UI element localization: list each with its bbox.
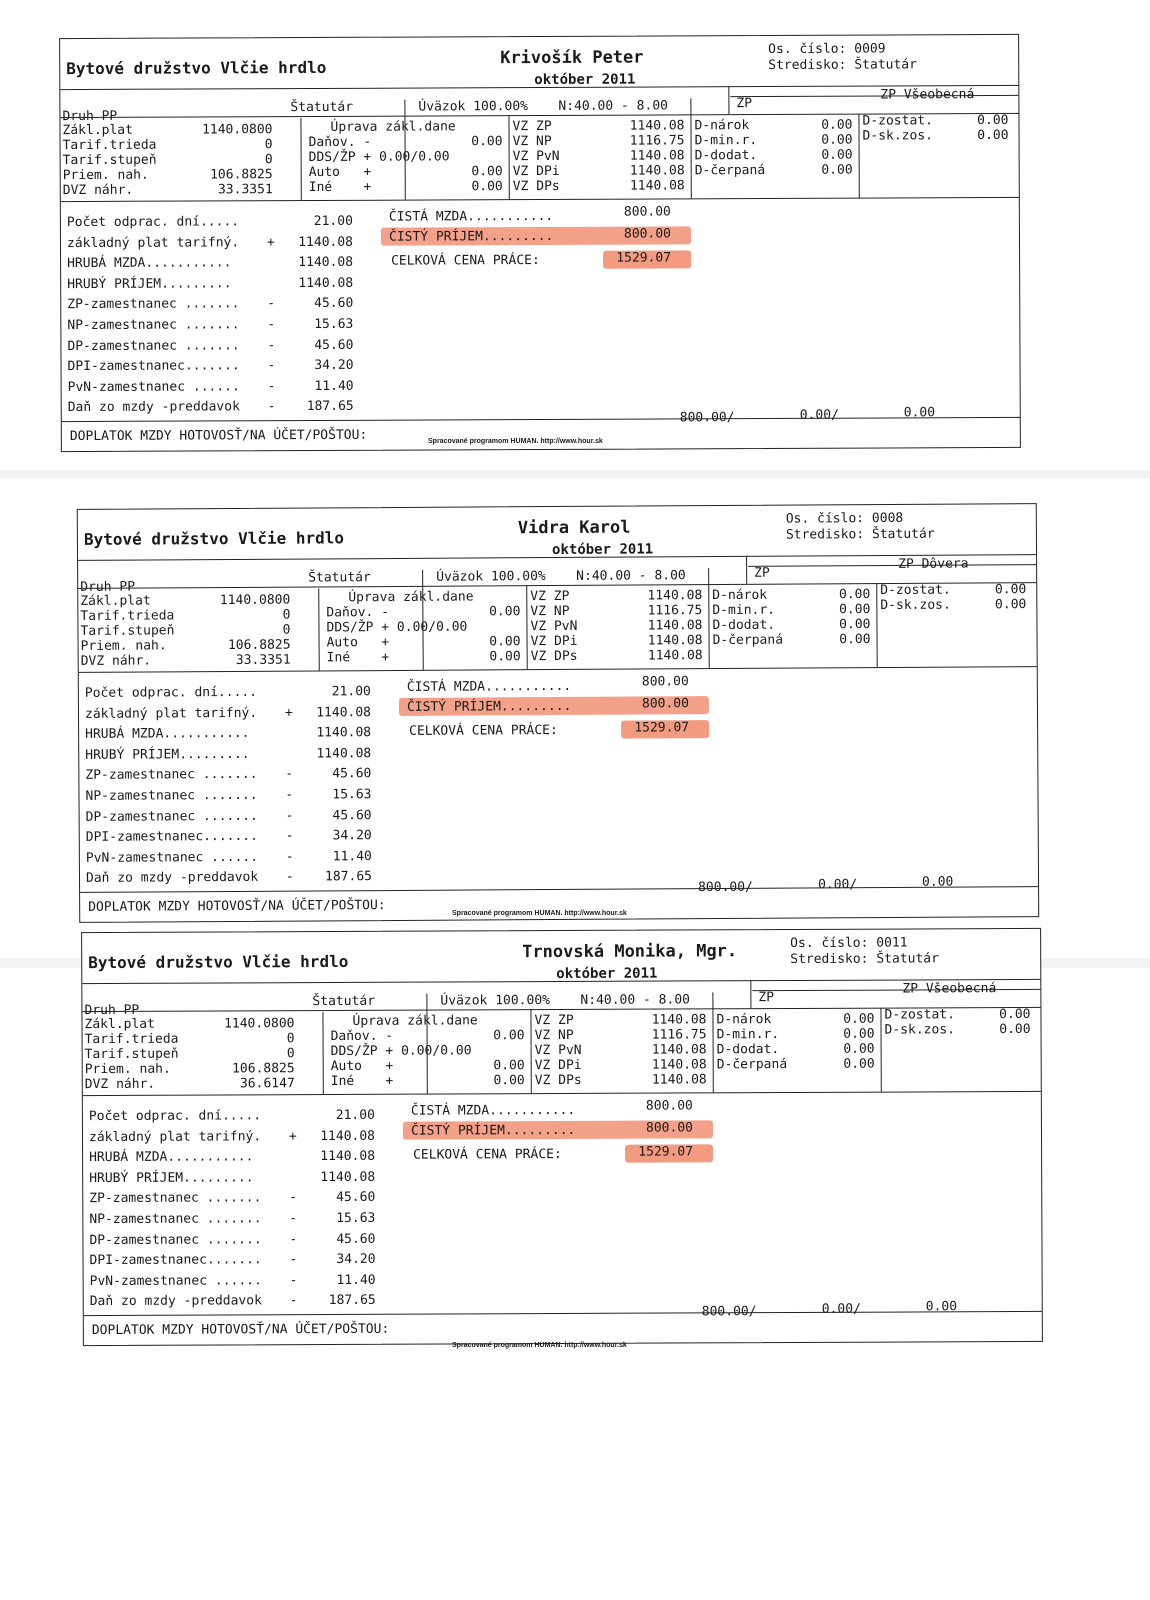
payroll-item-sign: + (284, 705, 293, 721)
personal-number: Os. číslo: 0009 (768, 41, 886, 58)
vacation-balance-row-value: 0.00 (994, 582, 1027, 598)
tax-adjust-row-value: 0.00 (489, 634, 521, 650)
total-post: 0.00 (925, 1299, 958, 1315)
base-pay-row-label: Tarif.trieda (84, 1031, 179, 1048)
assessment-base-row-label: VZ ZP (512, 118, 552, 135)
base-pay-row-value: 1140.0800 (219, 592, 291, 609)
vacation-row-value: 0.00 (821, 132, 853, 148)
zp-label: ZP (754, 565, 770, 581)
net-income-label: ČISTÝ PRÍJEM......... (410, 1122, 576, 1139)
workload-label: Úväzok 100.00% (440, 993, 551, 1009)
total-account: 0.00/ (799, 407, 839, 423)
total-labor-cost-label: CELKOVÁ CENA PRÁCE: (409, 723, 558, 739)
payslip (77, 503, 1040, 923)
vacation-row-label: D-min.r. (716, 1027, 780, 1043)
insurance-name: ZP Všeobecná (902, 981, 997, 997)
payroll-item-sign: - (289, 1272, 298, 1288)
tax-adjust-row-label: Auto + (326, 635, 390, 651)
vacation-row-value: 0.00 (839, 632, 871, 648)
vacation-balance-row-label: D-sk.zos. (880, 597, 951, 614)
function-label: Štatutár (308, 570, 371, 586)
payroll-item-label: NP-zamestnanec ....... (89, 1211, 262, 1228)
base-pay-row-label: Tarif.stupeň (84, 1046, 179, 1063)
employee-name: Trnovská Monika, Mgr. (522, 941, 738, 963)
payroll-item-value: 34.20 (332, 828, 372, 844)
base-pay-row-value: 1140.0800 (224, 1016, 295, 1032)
tax-adjust-row-value: 0.00 (489, 649, 521, 665)
vacation-row-label: D-dodat. (712, 617, 776, 634)
payroll-item-sign: - (267, 399, 276, 415)
tax-adjust-row-label: Iné + (308, 179, 372, 196)
assessment-base-row-label: VZ NP (534, 1027, 574, 1044)
payroll-item-sign: - (267, 296, 276, 312)
vacation-row-label: D-min.r. (712, 602, 776, 619)
function-label: Štatutár (312, 993, 376, 1010)
payroll-item-value: 11.40 (314, 378, 354, 394)
payroll-item-value: 15.63 (332, 787, 372, 803)
payroll-item-label: DPI-zamestnanec....... (89, 1252, 262, 1269)
payroll-item-label: PvN-zamestnanec ...... (67, 379, 240, 395)
base-pay-row-value: 106.8825 (227, 637, 291, 654)
payroll-item-label: DPI-zamestnanec....... (85, 829, 258, 846)
vacation-balance-row-value: 0.00 (977, 112, 1009, 129)
base-pay-row-value: 36.6147 (239, 1076, 295, 1092)
payroll-item-value: 34.20 (314, 358, 354, 374)
tax-adjust-row-value: 0.00 (493, 1073, 525, 1089)
vacation-row-value: 0.00 (821, 147, 853, 163)
vacation-balance-row-label: D-zostat. (880, 582, 951, 599)
assessment-base-row-value: 1140.08 (629, 178, 685, 194)
organization-name: Bytové družstvo Vlčie hrdlo (83, 528, 345, 549)
payroll-item-value: 1140.08 (298, 275, 354, 291)
assessment-base-row-label: VZ NP (512, 133, 552, 150)
payroll-item-value: 45.60 (336, 1231, 376, 1247)
base-pay-row-value: 0 (282, 607, 291, 623)
base-pay-row-value: 0 (282, 622, 291, 638)
net-income-value: 800.00 (645, 1120, 693, 1136)
payroll-item-sign: - (289, 1231, 298, 1247)
payroll-item-label: základný plat tarifný. (84, 705, 258, 722)
zp-label: ZP (736, 96, 753, 112)
vacation-row-label: D-dodat. (694, 148, 758, 164)
software-footer: Spracované programom HUMAN. http://www.hour.sk (428, 438, 603, 445)
assessment-base-row-label: VZ PvN (512, 148, 560, 165)
payroll-item-sign: - (267, 317, 276, 333)
base-pay-row-label: Tarif.trieda (62, 137, 157, 154)
payroll-item-value: 1140.08 (298, 255, 354, 271)
payroll-item-label: základný plat tarifný. (66, 234, 240, 251)
payroll-item-label: PvN-zamestnanec ...... (85, 849, 259, 866)
tax-adjust-row-value: 0.00 (489, 604, 521, 620)
base-pay-row-label: Priem. nah. (84, 1061, 171, 1078)
vacation-row-value: 0.00 (843, 1056, 875, 1072)
base-pay-row-label: Priem. nah. (80, 638, 167, 654)
vacation-balance-row-label: D-zostat. (884, 1007, 955, 1023)
assessment-base-row-label: VZ DPs (512, 178, 560, 195)
payroll-item-value: 11.40 (332, 848, 372, 865)
assessment-base-row-value: 1140.08 (629, 148, 685, 164)
payroll-item-sign: - (285, 767, 294, 783)
total-account: 0.00/ (818, 877, 858, 893)
assessment-base-row-label: VZ ZP (530, 588, 570, 605)
vacation-row-label: D-dodat. (716, 1042, 780, 1058)
base-pay-row-value: 106.8825 (232, 1061, 295, 1077)
organization-name: Bytové družstvo Vlčie hrdlo (88, 951, 349, 973)
payroll-item-value: 1140.08 (316, 704, 372, 721)
assessment-base-row-label: VZ PvN (530, 618, 578, 635)
payroll-item-label: DP-zamestnanec ....... (85, 808, 258, 825)
assessment-base-row-label: VZ DPi (530, 633, 578, 650)
payroll-item-value: 11.40 (336, 1272, 376, 1288)
employee-name: Krivošík Peter (500, 47, 644, 69)
vacation-balance-row-label: D-zostat. (862, 113, 933, 129)
tax-adjust-row-value: 0.00 (471, 179, 503, 195)
assessment-base-row-value: 1116.75 (647, 603, 703, 619)
payroll-item-value: 45.60 (336, 1190, 376, 1206)
payroll-item-label: Počet odprac. dní..... (88, 1108, 262, 1125)
druh-pp-label: Druh PP (62, 108, 118, 125)
payroll-item-sign: - (285, 870, 294, 886)
payroll-item-sign: - (289, 1211, 298, 1227)
payroll-item-sign: - (267, 358, 276, 374)
net-wage-value: 800.00 (623, 204, 671, 220)
base-pay-row-label: Tarif.stupeň (80, 623, 175, 639)
hours-label: N:40.00 - 8.00 (580, 992, 691, 1008)
vacation-row-label: D-čerpaná (716, 1057, 788, 1073)
payroll-item-value: 45.60 (314, 296, 354, 312)
vacation-balance-row-value: 0.00 (999, 1021, 1031, 1038)
payroll-item-sign: + (266, 234, 275, 250)
payroll-item-value: 1140.08 (316, 725, 372, 741)
payroll-item-value: 34.20 (336, 1252, 376, 1268)
vacation-balance-row-value: 0.00 (977, 127, 1009, 144)
payroll-item-label: Počet odprac. dní..... (84, 684, 258, 701)
net-wage-label: ČISTÁ MZDA........... (406, 678, 572, 695)
assessment-base-row-label: VZ PvN (534, 1042, 582, 1059)
net-income-label: ČISTÝ PRÍJEM......... (406, 698, 572, 715)
assessment-base-row-value: 1140.08 (647, 633, 703, 649)
base-pay-row-value: 106.8825 (210, 167, 273, 183)
payroll-item-value: 15.63 (336, 1210, 376, 1226)
net-wage-value: 800.00 (645, 1098, 693, 1114)
payroll-item-value: 21.00 (313, 213, 353, 229)
vacation-row-label: D-čerpaná (712, 632, 784, 649)
assessment-base-row-label: VZ DPs (530, 648, 578, 665)
payroll-item-label: ZP-zamestnanec ....... (67, 296, 240, 313)
payroll-item-sign: - (267, 337, 276, 353)
payroll-item-sign: - (267, 378, 276, 394)
tax-adjust-row-value: 0.00 (471, 164, 503, 180)
cost-center: Stredisko: Štatutár (768, 57, 917, 74)
payroll-item-value: 1140.08 (298, 234, 354, 250)
payroll-item-value: 15.63 (314, 316, 354, 332)
payroll-item-sign: - (285, 849, 294, 865)
payroll-item-value: 45.60 (332, 766, 372, 782)
payroll-item-label: HRUBÁ MZDA........... (85, 726, 250, 743)
payslip (59, 34, 1021, 452)
vacation-row-label: D-nárok (694, 118, 750, 134)
total-labor-cost-value: 1529.07 (616, 250, 672, 266)
zp-label: ZP (758, 990, 775, 1006)
base-pay-row-value: 0 (286, 1046, 295, 1062)
total-labor-cost-label: CELKOVÁ CENA PRÁCE: (391, 253, 540, 269)
payslip (81, 928, 1043, 1346)
vacation-row-value: 0.00 (843, 1011, 875, 1027)
payroll-item-value: 45.60 (332, 807, 372, 823)
tax-adjust-row-value: 0.00 (493, 1028, 525, 1044)
payroll-item-label: PvN-zamestnanec ...... (89, 1273, 262, 1289)
net-income-value: 800.00 (641, 696, 689, 712)
tax-adjust-row-value: 0.00 (471, 134, 503, 150)
payroll-item-label: HRUBÁ MZDA........... (67, 255, 232, 272)
vacation-balance-row-label: D-sk.zos. (862, 128, 934, 144)
payroll-item-sign: - (285, 828, 294, 844)
vacation-row-value: 0.00 (843, 1041, 875, 1057)
tax-adjust-row-label: Daňov. - (326, 605, 390, 621)
payroll-item-sign: - (285, 787, 294, 803)
total-paid: 800.00/ (701, 1304, 757, 1320)
base-pay-row-value: 0 (264, 152, 273, 168)
hours-label: N:40.00 - 8.00 (576, 568, 686, 584)
assessment-base-row-value: 1140.08 (651, 1072, 707, 1088)
payroll-item-label: NP-zamestnanec ....... (85, 787, 258, 804)
payroll-item-sign: - (289, 1293, 298, 1309)
net-wage-label: ČISTÁ MZDA........... (410, 1102, 576, 1119)
assessment-base-row-value: 1140.08 (651, 1012, 707, 1028)
payroll-item-value: 1140.08 (320, 1128, 376, 1144)
assessment-base-row-value: 1140.08 (647, 648, 703, 664)
tax-adjust-row-label: Daňov. - (308, 134, 372, 151)
assessment-base-row-value: 1140.08 (629, 118, 685, 134)
vacation-balance-row-value: 0.00 (999, 1006, 1031, 1023)
cost-center: Stredisko: Štatutár (790, 951, 939, 968)
tax-adjust-row-label: DDS/ŽP + 0.00/0.00 (330, 1043, 472, 1060)
payroll-item-label: Počet odprac. dní..... (66, 214, 240, 231)
net-wage-label: ČISTÁ MZDA........... (388, 208, 554, 225)
tax-adjust-row-label: Iné + (330, 1073, 394, 1090)
total-labor-cost-value: 1529.07 (638, 1144, 694, 1160)
payment-method-label: DOPLATOK MZDY HOTOVOSŤ/NA ÚČET/POŠTOU: (69, 427, 368, 445)
month-label: október 2011 (534, 71, 636, 89)
insurance-name: ZP Všeobecná (880, 87, 975, 103)
base-pay-row-label: Zákl.plat (84, 1016, 155, 1033)
assessment-base-row-value: 1140.08 (651, 1042, 707, 1058)
employee-name: Vidra Karol (517, 517, 631, 539)
insurance-name: ZP Dôvera (898, 556, 969, 572)
payroll-item-label: Daň zo mzdy -preddavok (85, 870, 259, 887)
assessment-base-row-label: VZ NP (530, 603, 570, 620)
payroll-item-label: DPI-zamestnanec....... (67, 358, 240, 375)
assessment-base-row-value: 1140.08 (629, 163, 685, 179)
workload-label: Úväzok 100.00% (418, 99, 529, 115)
payroll-item-value: 187.65 (306, 399, 354, 415)
vacation-row-label: D-nárok (712, 587, 768, 604)
base-pay-row-label: DVZ náhr. (62, 182, 134, 199)
total-labor-cost-value: 1529.07 (634, 720, 690, 736)
payroll-item-label: DP-zamestnanec ....... (67, 337, 240, 354)
month-label: október 2011 (556, 965, 658, 983)
vacation-balance-row-label: D-sk.zos. (884, 1022, 956, 1038)
payroll-item-value: 21.00 (331, 684, 371, 700)
payroll-item-label: základný plat tarifný. (88, 1128, 262, 1145)
vacation-row-value: 0.00 (821, 162, 853, 178)
base-pay-row-value: 1140.0800 (202, 122, 273, 138)
software-footer: Spracované programom HUMAN. http://www.hour.sk (452, 1342, 627, 1349)
payroll-item-value: 45.60 (314, 337, 354, 353)
base-pay-row-label: Tarif.stupeň (62, 152, 157, 169)
month-label: október 2011 (551, 541, 654, 559)
vacation-row-label: D-min.r. (694, 133, 758, 149)
payroll-item-sign: - (289, 1190, 298, 1206)
cost-center: Stredisko: Štatutár (785, 526, 935, 543)
tax-adjust-row-label: Auto + (330, 1058, 394, 1075)
total-paid: 800.00/ (679, 410, 735, 426)
vacation-row-label: D-nárok (716, 1012, 772, 1028)
assessment-base-row-value: 1116.75 (629, 133, 685, 149)
net-wage-value: 800.00 (641, 674, 689, 690)
total-labor-cost-label: CELKOVÁ CENA PRÁCE: (413, 1147, 562, 1163)
total-paid: 800.00/ (698, 879, 753, 896)
base-pay-row-value: 33.3351 (235, 652, 291, 668)
total-post: 0.00 (921, 874, 954, 890)
payroll-item-label: HRUBÝ PRÍJEM......... (89, 1170, 254, 1186)
net-income-label: ČISTÝ PRÍJEM......... (388, 228, 554, 245)
assessment-base-row-label: VZ DPs (534, 1072, 582, 1089)
payment-method-label: DOPLATOK MZDY HOTOVOSŤ/NA ÚČET/POŠTOU: (88, 898, 386, 915)
organization-name: Bytové družstvo Vlčie hrdlo (66, 57, 327, 79)
tax-adjust-row-label: DDS/ŽP + 0.00/0.00 (326, 619, 468, 636)
software-footer: Spracované programom HUMAN. http://www.hour.sk (452, 910, 627, 917)
druh-pp-label: Druh PP (84, 1002, 140, 1019)
payroll-item-label: DP-zamestnanec ....... (89, 1231, 262, 1248)
base-pay-row-label: Zákl.plat (62, 122, 133, 139)
payroll-item-value: 1140.08 (320, 1149, 376, 1165)
tax-adjust-header: Úprava zákl.dane (330, 119, 456, 135)
hours-label: N:40.00 - 8.00 (558, 98, 669, 114)
total-post: 0.00 (903, 405, 936, 421)
assessment-base-row-label: VZ ZP (534, 1012, 574, 1029)
vacation-row-value: 0.00 (839, 617, 871, 633)
payroll-item-label: NP-zamestnanec ....... (67, 317, 240, 334)
tax-adjust-header: Úprava zákl.dane (352, 1013, 478, 1029)
payroll-item-label: HRUBÁ MZDA........... (89, 1149, 254, 1166)
assessment-base-row-label: VZ DPi (512, 163, 560, 180)
function-label: Štatutár (290, 99, 354, 116)
vacation-row-value: 0.00 (843, 1026, 875, 1042)
payroll-item-sign: - (289, 1252, 298, 1268)
druh-pp-label: Druh PP (80, 579, 136, 595)
base-pay-row-value: 33.3351 (217, 182, 273, 198)
vacation-balance-row-value: 0.00 (994, 597, 1027, 613)
total-account: 0.00/ (821, 1301, 861, 1317)
assessment-base-row-value: 1140.08 (651, 1057, 707, 1073)
payroll-item-label: Daň zo mzdy -preddavok (89, 1293, 262, 1310)
tax-adjust-row-label: Daňov. - (330, 1028, 394, 1045)
assessment-base-row-value: 1140.08 (647, 588, 703, 604)
payroll-item-label: ZP-zamestnanec ....... (85, 767, 258, 784)
payroll-item-value: 187.65 (324, 869, 373, 885)
base-pay-row-label: Tarif.trieda (80, 608, 175, 624)
payroll-item-label: HRUBÝ PRÍJEM......... (67, 276, 232, 292)
payroll-item-label: ZP-zamestnanec ....... (89, 1190, 262, 1207)
personal-number: Os. číslo: 0011 (790, 935, 908, 952)
assessment-base-row-value: 1116.75 (651, 1027, 707, 1043)
base-pay-row-value: 0 (264, 137, 273, 153)
personal-number: Os. číslo: 0008 (785, 510, 904, 527)
tax-adjust-row-value: 0.00 (493, 1058, 525, 1074)
base-pay-row-label: DVZ náhr. (84, 1076, 156, 1093)
workload-label: Úväzok 100.00% (436, 569, 546, 585)
vacation-row-value: 0.00 (838, 587, 871, 603)
vacation-row-value: 0.00 (839, 602, 871, 618)
tax-adjust-row-label: DDS/ŽP + 0.00/0.00 (308, 149, 450, 166)
vacation-row-value: 0.00 (821, 117, 853, 133)
payroll-item-value: 1140.08 (320, 1169, 376, 1185)
payroll-item-label: HRUBÝ PRÍJEM......... (85, 746, 250, 763)
payroll-item-value: 187.65 (328, 1293, 376, 1309)
tax-adjust-row-label: Iné + (326, 650, 390, 666)
base-pay-row-label: Priem. nah. (62, 167, 149, 184)
base-pay-row-label: Zákl.plat (80, 593, 151, 609)
payroll-item-value: 1140.08 (316, 745, 372, 762)
payroll-item-sign: + (288, 1128, 297, 1144)
payment-method-label: DOPLATOK MZDY HOTOVOSŤ/NA ÚČET/POŠTOU: (91, 1321, 390, 1339)
net-income-value: 800.00 (623, 226, 671, 242)
tax-adjust-header: Úprava zákl.dane (348, 589, 474, 606)
payroll-item-value: 21.00 (335, 1107, 375, 1123)
tax-adjust-row-label: Auto + (308, 164, 372, 181)
payroll-item-label: Daň zo mzdy -preddavok (67, 399, 240, 416)
base-pay-row-label: DVZ náhr. (80, 653, 152, 669)
payroll-item-sign: - (285, 808, 294, 824)
assessment-base-row-label: VZ DPi (534, 1057, 582, 1074)
vacation-row-label: D-čerpaná (694, 163, 766, 179)
base-pay-row-value: 0 (286, 1031, 295, 1047)
assessment-base-row-value: 1140.08 (647, 618, 703, 634)
